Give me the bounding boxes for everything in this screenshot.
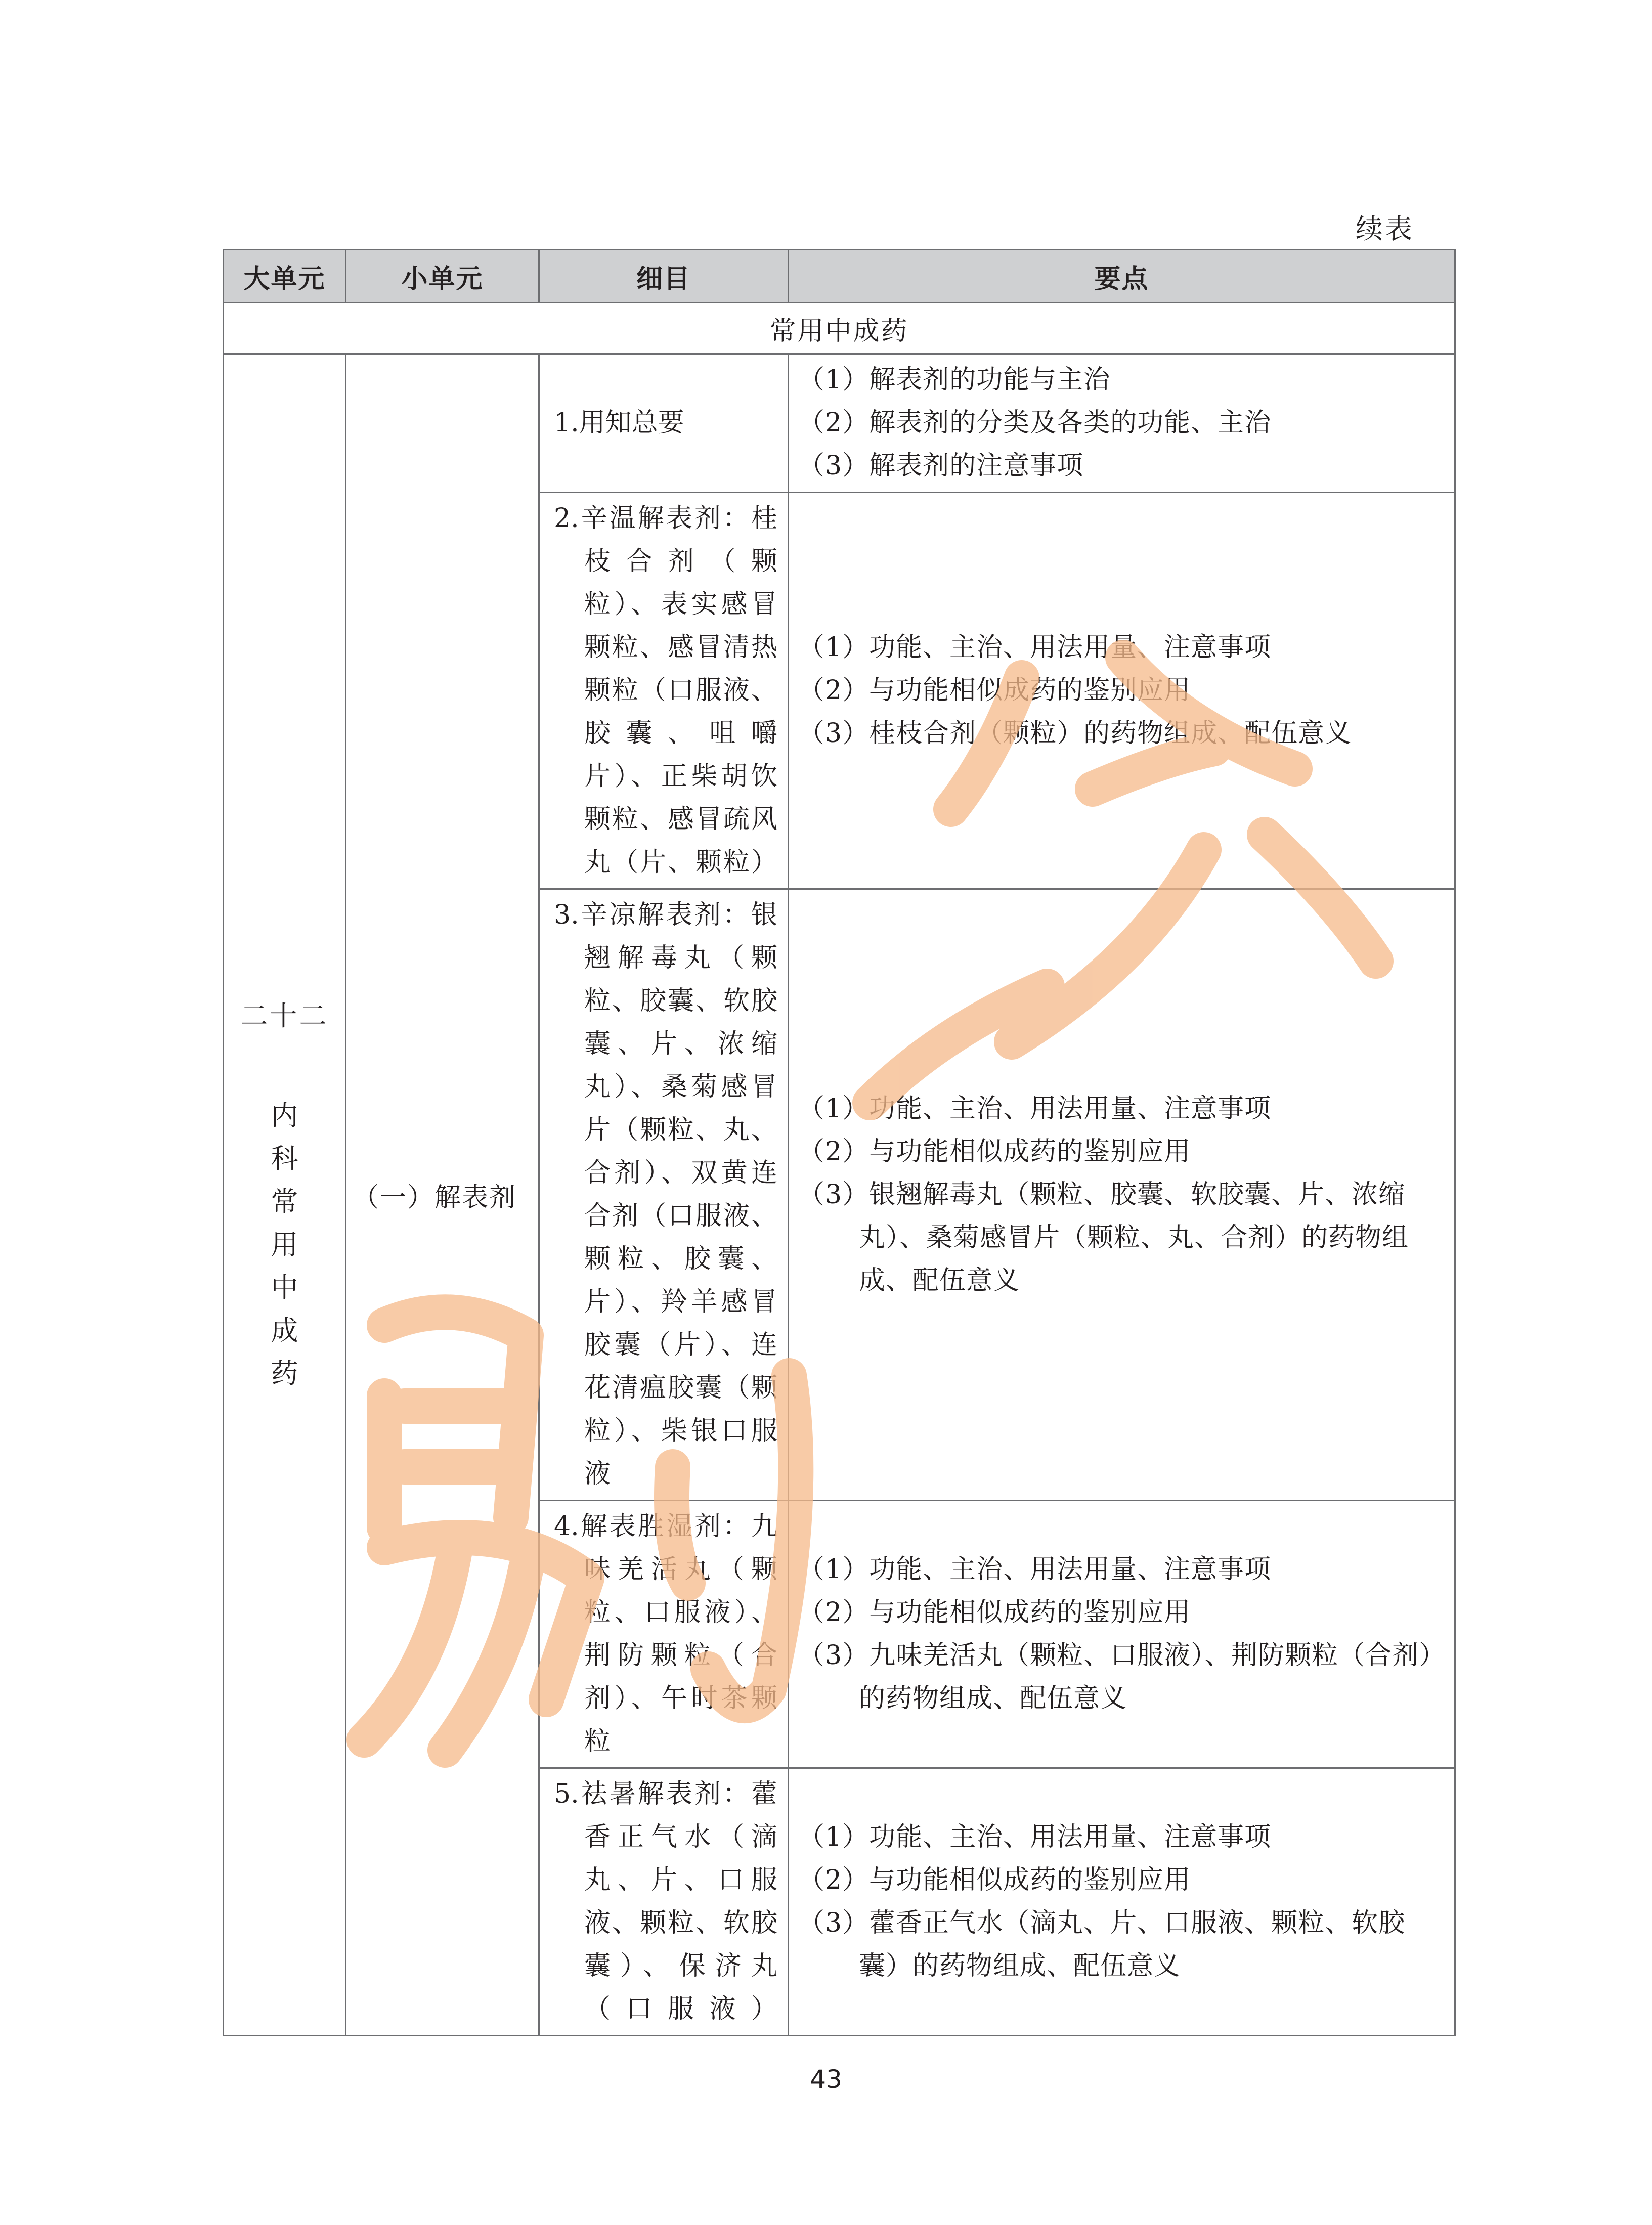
detail-text: 5.祛暑解表剂：藿香正气水（滴丸、片、口服液、颗粒、软胶囊）、保济丸（口服液） xyxy=(554,1779,777,2024)
unit-number: 二十二 xyxy=(240,1000,329,1032)
point-item: （3）桂枝合剂（颗粒）的药物组成、配伍意义 xyxy=(798,718,1352,749)
points-cell xyxy=(789,354,1455,493)
point-item: （3）解表剂的注意事项 xyxy=(798,451,1084,481)
header-detail: 细目 xyxy=(539,250,789,303)
points-cell xyxy=(789,493,1455,889)
point-item: （2）与功能相似成药的鉴别应用 xyxy=(798,1865,1191,1895)
detail-cell xyxy=(539,1768,789,2036)
minor-unit-cell: （一）解表剂 xyxy=(346,354,539,2036)
detail-text: 2.辛温解表剂：桂枝合剂（颗粒）、表实感冒颗粒、感冒清热颗粒（口服液、胶囊、咀嚼片）、正柴胡饮颗粒、感冒疏风丸（片、颗粒） xyxy=(554,503,777,878)
section-row xyxy=(224,303,1455,354)
detail-cell xyxy=(539,1501,789,1768)
major-unit-cell xyxy=(224,354,346,2036)
table-row xyxy=(224,354,1455,493)
header-row xyxy=(224,250,1455,303)
points-cell xyxy=(789,1501,1455,1768)
point-item: （1）解表剂的功能与主治 xyxy=(798,365,1111,395)
points-cell xyxy=(789,1768,1455,2036)
detail-text: 1.用知总要 xyxy=(554,408,684,438)
syllabus-table xyxy=(223,249,1456,2036)
point-item: （1）功能、主治、用法用量、注意事项 xyxy=(798,632,1272,663)
point-item: （2）与功能相似成药的鉴别应用 xyxy=(798,1136,1191,1167)
unit-name: 内科常用中成药 xyxy=(271,1100,298,1389)
points-cell xyxy=(789,889,1455,1501)
header-major-unit: 大单元 xyxy=(224,250,346,303)
point-item: （2）解表剂的分类及各类的功能、主治 xyxy=(798,408,1272,438)
detail-text: 4.解表胜湿剂：九味羌活丸（颗粒、口服液）、荆防颗粒（合剂）、午时茶颗粒 xyxy=(554,1511,777,1757)
point-item: （2）与功能相似成药的鉴别应用 xyxy=(798,675,1191,706)
header-key-points: 要点 xyxy=(789,250,1455,303)
point-item: （2）与功能相似成药的鉴别应用 xyxy=(798,1597,1191,1628)
detail-cell xyxy=(539,889,789,1501)
point-item: （1）功能、主治、用法用量、注意事项 xyxy=(798,1554,1272,1585)
detail-cell xyxy=(539,493,789,889)
continued-label: 续表 xyxy=(1356,213,1414,245)
detail-text: 3.辛凉解表剂：银翘解毒丸（颗粒、胶囊、软胶囊、片、浓缩丸）、桑菊感冒片（颗粒、丸、合剂）、双黄连合剂（口服液、颗粒、胶囊、片）、羚羊感冒胶囊（片）、连花清瘟胶囊（颗粒）、柴银口服液 xyxy=(554,900,777,1489)
point-item: （3）藿香正气水（滴丸、片、口服液、颗粒、软胶囊）的药物组成、配伍意义 xyxy=(798,1908,1406,1981)
page-number: 43 xyxy=(810,2065,842,2094)
point-item: （1）功能、主治、用法用量、注意事项 xyxy=(798,1822,1272,1852)
point-item: （3）九味羌活丸（颗粒、口服液）、荆防颗粒（合剂）的药物组成、配伍意义 xyxy=(798,1640,1433,1714)
section-title: 常用中成药 xyxy=(224,303,1455,354)
point-item: （3）银翘解毒丸（颗粒、胶囊、软胶囊、片、浓缩丸）、桑菊感冒片（颗粒、丸、合剂）的药物组成、配伍意义 xyxy=(798,1179,1409,1296)
header-minor-unit: 小单元 xyxy=(346,250,539,303)
point-item: （1）功能、主治、用法用量、注意事项 xyxy=(798,1093,1272,1124)
detail-cell xyxy=(539,354,789,493)
